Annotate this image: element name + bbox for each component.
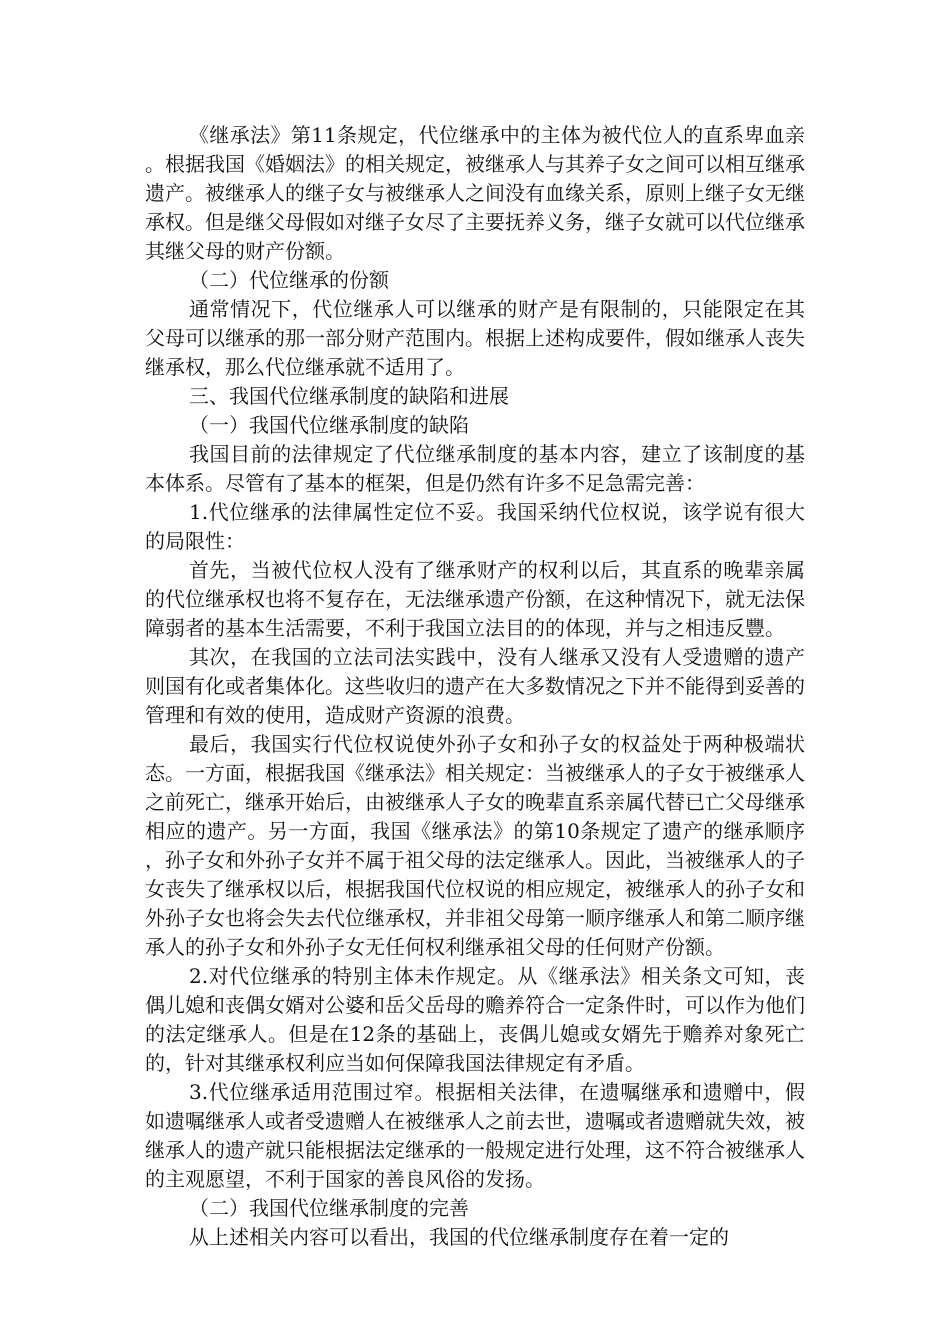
section-heading: （二）代位继承的份额	[189, 268, 389, 292]
document-page	[145, 121, 805, 1252]
paragraph: 1.代位继承的法律属性定位不妥。我国采纳代位权说，该学说有很大的局限性：	[145, 500, 805, 553]
section-heading: （二）我国代位继承制度的完善	[189, 1196, 469, 1220]
paragraph: 首先，当被代位权人没有了继承财产的权利以后，其直系的晚辈亲属的代位继承权也将不复存在，无法继承遗产份额，在这种情况下，就无法保障弱者的基本生活需要，不利于我国立法目的的体现，并与之相违反豐。	[145, 558, 805, 640]
paragraph: 从上述相关内容可以看出，我国的代位继承制度存在着一定的	[189, 1225, 729, 1249]
paragraph: 《继承法》第11条规定，代位继承中的主体为被代位人的直系卑血亲。根据我国《婚姻法》的相关规定，被继承人与其养子女之间可以相互继承遗产。被继承人的继子女与被继承人之间没有血缘关系，原则上继子女无继承权。但是继父母假如对继子女尽了主要抚养义务，继子女就可以代位继承其继父母的财产份额。	[145, 123, 805, 263]
paragraph: 2.对代位继承的特别主体未作规定。从《继承法》相关条文可知，丧偶儿媳和丧偶女婿对公婆和岳父岳母的赡养符合一定条件时，可以作为他们的法定继承人。但是在12条的基础上，丧偶儿媳或女婿先于赡养对象死亡的，针对其继承权利应当如何保障我国法律规定有矛盾。	[145, 964, 805, 1075]
paragraph: 最后，我国实行代位权说使外孙子女和孙子女的权益处于两种极端状态。一方面，根据我国《继承法》相关规定：当被继承人的子女于被继承人之前死亡，继承开始后，由被继承人子女的晚辈直系亲属代替已亡父母继承相应的遗产。另一方面，我国《继承法》的第10条规定了遗产的继承顺序，孙子女和外孙子女并不属于祖父母的法定继承人。因此，当被继承人的子女丧失了继承权以后，根据我国代位权说的相应规定，被继承人的孙子女和外孙子女也将会失去代位继承权，并非祖父母第一顺序继承人和第二顺序继承人的孙子女和外孙子女无任何权利继承祖父母的任何财产份额。	[145, 732, 805, 959]
section-heading: （一）我国代位继承制度的缺陷	[189, 413, 469, 437]
paragraph: 3.代位继承适用范围过窄。根据相关法律，在遗嘱继承和遗赠中，假如遗嘱继承人或者受遗赠人在被继承人之前去世，遗嘱或者遗赠就失效，被继承人的遗产就只能根据法定继承的一般规定进行处理，这不符合被继承人的主观愿望，不利于国家的善良风俗的发扬。	[145, 1080, 805, 1191]
paragraph: 其次，在我国的立法司法实践中，没有人继承又没有人受遗赠的遗产则国有化或者集体化。这些收归的遗产在大多数情况之下并不能得到妥善的管理和有效的使用，造成财产资源的浪费。	[145, 645, 805, 727]
paragraph: 我国目前的法律规定了代位继承制度的基本内容，建立了该制度的基本体系。尽管有了基本的框架，但是仍然有许多不足急需完善：	[145, 442, 805, 495]
section-heading: 三、我国代位继承制度的缺陷和进展	[189, 384, 509, 408]
paragraph: 通常情况下，代位继承人可以继承的财产是有限制的，只能限定在其父母可以继承的那一部分财产范围内。根据上述构成要件，假如继承人丧失继承权，那么代位继承就不适用了。	[145, 297, 805, 379]
